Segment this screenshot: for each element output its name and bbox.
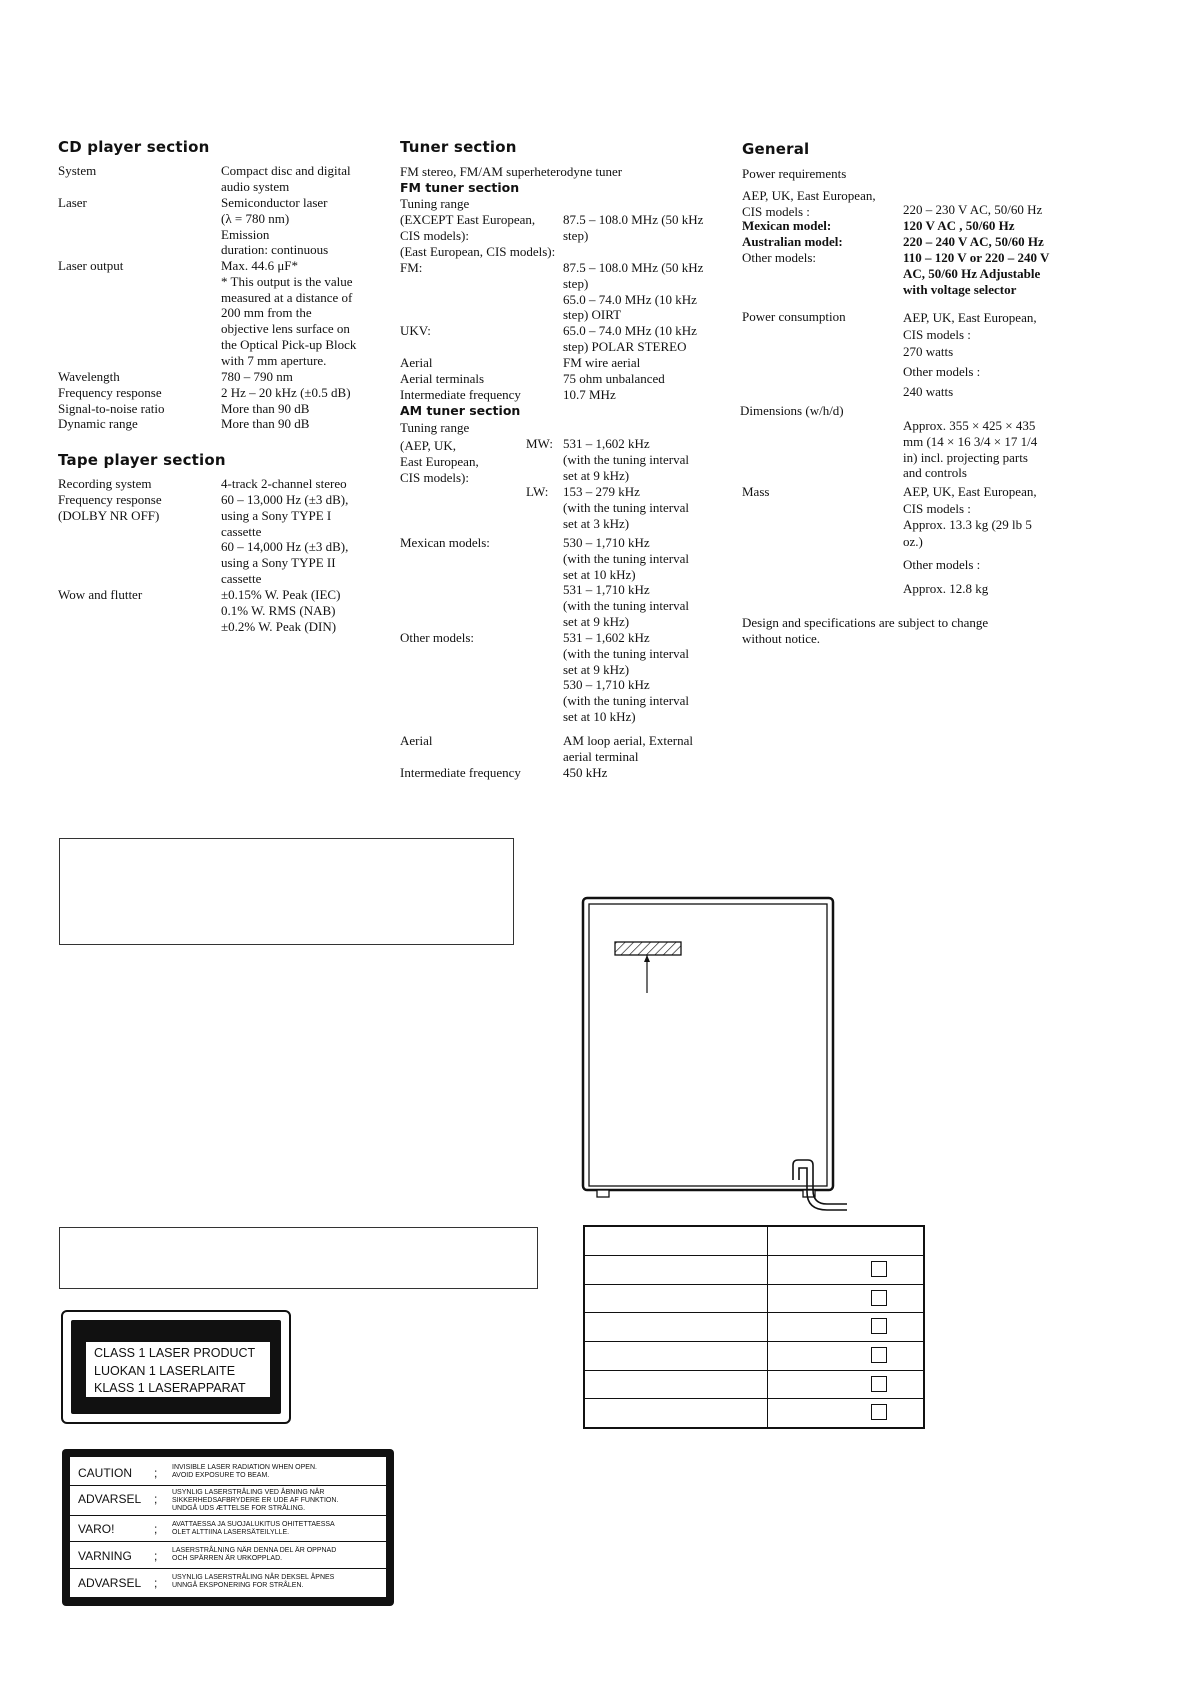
dimensions-label: Dimensions (w/h/d) [740, 403, 844, 418]
am-mex-label: Mexican models: [400, 535, 490, 550]
laser-label-line-2: LUOKAN 1 LASERLAITE [94, 1363, 236, 1378]
tape-section-heading: Tape player section [58, 451, 226, 469]
power-aus-value: 220 – 240 V AC, 50/60 Hz [903, 234, 1044, 249]
tape-freq-label: Frequency response (DOLBY NR OFF) [58, 492, 162, 523]
am-other-label: Other models: [400, 630, 475, 645]
fm-tuning-range: Tuning range [400, 196, 470, 211]
ukv-value: 65.0 – 74.0 MHz (10 kHz step) POLAR STEREO [563, 323, 697, 354]
fm-spec-labels: Aerial Aerial terminals Intermediate frequency [400, 355, 521, 402]
ukv-label: UKV: [400, 323, 431, 338]
am-lw-label: LW: [526, 484, 549, 499]
am-mw-value: 531 – 1,602 kHz (with the tuning interval set at 9 kHz) [563, 436, 690, 483]
general-section-heading: General [742, 140, 810, 158]
tape-wow-label: Wow and flutter [58, 587, 143, 602]
cd-laser-label: Laser [58, 195, 87, 210]
cd-spec-labels: Wavelength Frequency response Signal-to-noise ratio Dynamic range [58, 369, 165, 432]
power-req-label: Power requirements [742, 166, 847, 181]
caution-label [62, 1449, 394, 1606]
am-other-value: 531 – 1,602 kHz (with the tuning interval set at 9 kHz) 530 – 1,710 kHz (with the tuning interval set at 10 kHz) [563, 630, 690, 724]
laser-label-line-3: KLASS 1 LASERAPPARAT [94, 1381, 246, 1395]
fm-spec-values: FM wire aerial 75 ohm unbalanced 10.7 MHz [563, 355, 665, 402]
mass-label: Mass [742, 484, 770, 499]
am-if-value: 450 kHz [563, 765, 608, 780]
caution-row-1: CAUTION ; INVISIBLE LASER RADIATION WHEN OPEN. AVOID EXPOSURE TO BEAM. [78, 1464, 317, 1480]
cd-system-label: System [58, 163, 97, 178]
class1-laser-label [61, 1310, 291, 1424]
fm-label: FM: [400, 260, 423, 275]
am-aerial-label: Aerial [400, 733, 433, 748]
consumption-label: Power consumption [742, 309, 846, 324]
notice-box-bottom [59, 1227, 538, 1289]
tape-wow-value: ±0.15% W. Peak (IEC) 0.1% W. RMS (NAB) ±0.2% W. Peak (DIN) [221, 587, 341, 634]
fm-except-label: (EXCEPT East European, CIS models): [400, 212, 536, 243]
model-checkbox-1[interactable] [871, 1261, 887, 1277]
cd-system-value: Compact disc and digital audio system [221, 163, 351, 194]
am-lw-value: 153 – 279 kHz (with the tuning interval set at 3 kHz) [563, 484, 690, 531]
caution-row-5: ADVARSEL ; USYNLIG LASERSTRÅLING NÅR DEKSEL ÅPNES UNNGÅ EKSPONERING FOR STRÅLEN. [70, 1568, 386, 1598]
power-mex-value: 120 V AC , 50/60 Hz [903, 218, 1015, 233]
fm-east-label: (East European, CIS models): [400, 244, 556, 259]
am-if-label: Intermediate frequency [400, 765, 521, 780]
model-checkbox-6[interactable] [871, 1404, 887, 1420]
model-checkbox-5[interactable] [871, 1376, 887, 1392]
model-checkbox-4[interactable] [871, 1347, 887, 1363]
cd-laser-output-value: Max. 44.6 μF* * This output is the value measured at a distance of 200 mm from the objective lens surface on the Optical Pick-up Block with 7 mm aperture. [221, 258, 357, 368]
caution-row-2: ADVARSEL ; USYNLIG LASERSTRÅLING VED ÅBNING NÅR SIKKERHEDSAFBRYDERE ER UDE AF FUNKTION. UNDGÅ UDS ÆTTELSE FOR STRÅLING. [70, 1485, 386, 1516]
power-other-label: Other models: [742, 250, 817, 265]
power-aus-label: Australian model: [742, 234, 843, 249]
am-tuning-range: Tuning range [400, 420, 470, 435]
fm-except-value: 87.5 – 108.0 MHz (50 kHz step) [563, 212, 704, 243]
mass-value: AEP, UK, East European, CIS models : Approx. 13.3 kg (29 lb 5 oz.) Other models : Approx. 12.8 kg [903, 484, 1037, 596]
caution-row-4: VARNING ; LASERSTRÅLNING NÄR DENNA DEL ÄR OPPNAD OCH SPÄRREN ÄR URKOPPLAD. [70, 1541, 386, 1569]
model-checkbox-2[interactable] [871, 1290, 887, 1306]
am-mex-value: 530 – 1,710 kHz (with the tuning interval set at 10 kHz) 531 – 1,710 kHz (with the tuning interval set at 9 kHz) [563, 535, 690, 629]
model-checkbox-3[interactable] [871, 1318, 887, 1334]
caution-row-3: VARO! ; AVATTAESSA JA SUOJALUKITUS OHITETTAESSA OLET ALTTIINA LASERSÄTEILYLLE. [70, 1515, 386, 1542]
tape-rec-value: 4-track 2-channel stereo [221, 476, 347, 491]
power-other-value: 110 – 120 V or 220 – 240 V AC, 50/60 Hz Adjustable with voltage selector [903, 250, 1050, 297]
tuner-section-heading: Tuner section [400, 138, 517, 156]
cd-laser-output-label: Laser output [58, 258, 124, 273]
consumption-value: AEP, UK, East European, CIS models : 270 watts Other models : 240 watts [903, 310, 1037, 399]
am-tuner-heading: AM tuner section [400, 403, 521, 418]
notice-box-top [59, 838, 514, 945]
model-checkbox-table [583, 1225, 925, 1429]
spec-notice: Design and specifications are subject to change without notice. [742, 615, 989, 646]
fm-value: 87.5 – 108.0 MHz (50 kHz step) 65.0 – 74.0 MHz (10 kHz step) OIRT [563, 260, 704, 323]
tuner-intro: FM stereo, FM/AM superheterodyne tuner [400, 164, 623, 179]
laser-label-line-1: CLASS 1 LASER PRODUCT [94, 1346, 256, 1360]
tape-freq-value: 60 – 13,000 Hz (±3 dB), using a Sony TYPE I cassette 60 – 14,000 Hz (±3 dB), using a Sony TYPE II cassette [221, 492, 349, 586]
dimensions-value: Approx. 355 × 425 × 435 mm (14 × 16 3/4 × 17 1/4 in) incl. projecting parts and controls [903, 418, 1038, 481]
power-aep-value: 220 – 230 V AC, 50/60 Hz [903, 202, 1043, 217]
am-aerial-value: AM loop aerial, External aerial terminal [563, 733, 693, 764]
fm-tuner-heading: FM tuner section [400, 180, 520, 195]
tape-rec-label: Recording system [58, 476, 152, 491]
unit-rear-diagram [575, 890, 855, 1220]
power-aep-label: AEP, UK, East European, CIS models : [742, 188, 876, 219]
cd-laser-value: Semiconductor laser (λ = 780 nm) Emission duration: continuous [221, 195, 329, 258]
power-mex-label: Mexican model: [742, 218, 832, 233]
am-mw-label: MW: [526, 436, 553, 451]
cd-spec-values: 780 – 790 nm 2 Hz – 20 kHz (±0.5 dB) More than 90 dB More than 90 dB [221, 369, 351, 432]
cd-section-heading: CD player section [58, 138, 210, 156]
am-aep-label: (AEP, UK, East European, CIS models): [400, 438, 479, 485]
